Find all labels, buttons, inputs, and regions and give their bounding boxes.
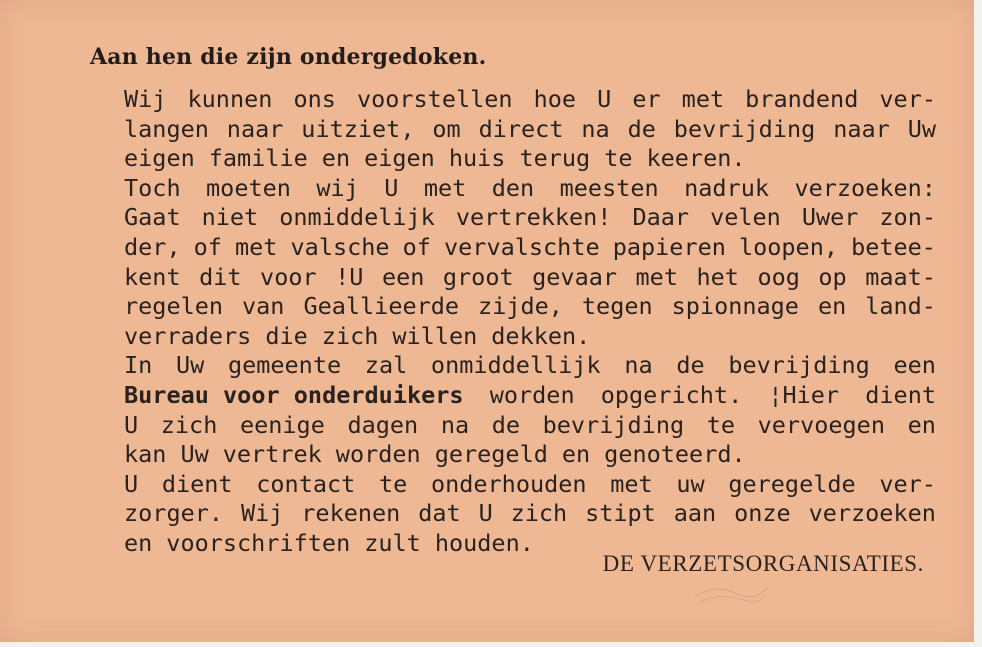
leaflet-heading: Aan hen die zijn ondergedoken. xyxy=(90,44,487,70)
word: na xyxy=(440,410,470,439)
word: ver- xyxy=(879,469,936,498)
word: U xyxy=(478,499,493,528)
word: velen xyxy=(710,203,781,232)
word: de xyxy=(676,351,705,380)
word: willen xyxy=(392,321,478,350)
word: regelen xyxy=(124,292,224,321)
word: kent xyxy=(124,262,181,291)
word-gap xyxy=(209,440,223,470)
word: naar xyxy=(833,114,890,143)
word: kan xyxy=(124,440,167,469)
word: met xyxy=(610,469,653,498)
word: genoteerd. xyxy=(604,440,746,469)
word: en xyxy=(907,410,936,439)
word: verzoeken: xyxy=(794,173,936,202)
word-gap xyxy=(195,144,209,174)
word: het xyxy=(696,262,739,291)
word: zorger. xyxy=(124,499,224,528)
word: ons xyxy=(293,85,336,113)
word: en xyxy=(124,528,153,557)
word: wij xyxy=(316,173,359,202)
word: huis xyxy=(448,144,506,173)
word: ¦Hier xyxy=(768,380,840,409)
word: houden. xyxy=(434,528,534,557)
word: dekken. xyxy=(491,321,591,350)
word: voorstellen xyxy=(356,85,513,113)
word: spionnage xyxy=(671,292,799,321)
text-line-14 xyxy=(124,470,936,500)
word: verzoeken xyxy=(808,499,936,528)
word-gap xyxy=(322,440,336,470)
word: Daar xyxy=(632,203,690,232)
word-gap xyxy=(590,144,604,174)
word: bevrijding xyxy=(728,351,870,380)
word: van xyxy=(242,292,285,321)
word: aan xyxy=(673,499,717,528)
word: papieren xyxy=(612,232,726,261)
word: Wij xyxy=(240,499,284,528)
text-line-6 xyxy=(124,233,936,263)
word-gap xyxy=(251,322,265,352)
word: te xyxy=(378,469,408,498)
word-gap xyxy=(308,322,322,352)
text-line-15 xyxy=(124,499,936,529)
word: de xyxy=(491,410,521,439)
word: met xyxy=(423,173,467,202)
word: langen xyxy=(124,114,209,143)
word: onmiddellijk xyxy=(430,351,601,380)
word: vervoegen xyxy=(757,410,885,439)
word: zich xyxy=(160,410,218,439)
word: onderhouden xyxy=(430,469,587,498)
word: zon- xyxy=(879,203,936,232)
word: zal xyxy=(364,351,408,380)
word: Toch xyxy=(124,173,181,202)
word: uitziet, xyxy=(301,114,415,143)
word: dat xyxy=(418,499,461,528)
word: worden xyxy=(489,380,575,409)
text-line-7 xyxy=(124,263,936,293)
word: der, xyxy=(124,232,181,261)
word-gap xyxy=(548,440,562,470)
word: te xyxy=(706,410,736,439)
word: kunnen xyxy=(187,85,273,113)
word: brandend xyxy=(745,85,859,113)
word: Bureau voor onderduikers xyxy=(124,380,464,409)
text-line-1 xyxy=(124,85,936,115)
word: zult xyxy=(364,528,421,557)
faint-stamp-mark xyxy=(690,575,770,605)
text-line-9 xyxy=(124,322,936,352)
text-line-11 xyxy=(124,381,936,411)
word: of xyxy=(193,232,222,261)
word: U xyxy=(384,173,399,202)
text-line-2 xyxy=(124,115,936,145)
word: nadruk xyxy=(684,173,769,202)
word-gap xyxy=(378,322,392,352)
word: Wij xyxy=(124,85,167,113)
word: zich xyxy=(321,321,379,350)
word: en xyxy=(817,292,847,321)
word: die xyxy=(265,321,308,350)
word: er xyxy=(632,85,661,113)
word: U xyxy=(124,410,139,439)
word: te xyxy=(604,144,633,173)
word: voorschriften xyxy=(166,528,351,557)
word: dient xyxy=(161,469,233,498)
word: den xyxy=(491,173,535,202)
word: eenige xyxy=(239,410,325,439)
word: eigen xyxy=(364,144,435,173)
signature: DE VERZETSORGANISATIES. xyxy=(602,551,924,576)
word: zich xyxy=(510,499,568,528)
word: na xyxy=(581,114,610,143)
word: familie xyxy=(208,144,308,173)
word: zijde, xyxy=(478,292,563,321)
word: uw xyxy=(676,469,705,498)
word: geregeld xyxy=(434,440,548,469)
text-line-4 xyxy=(124,174,936,204)
word: bevrijding xyxy=(542,410,685,439)
word: moeten xyxy=(206,173,291,202)
word: met xyxy=(681,85,725,113)
word: niet xyxy=(201,203,259,232)
word: en xyxy=(321,144,351,173)
word: verraders xyxy=(124,321,252,350)
word: worden xyxy=(335,440,421,469)
word: onmiddelijk xyxy=(279,203,435,232)
word: Uw xyxy=(180,440,209,469)
word: !U xyxy=(335,262,364,291)
word: geregelde xyxy=(728,469,856,498)
word: direct xyxy=(478,114,564,143)
word: een xyxy=(893,351,936,380)
word: de xyxy=(627,114,656,143)
word-gap xyxy=(435,144,449,174)
word: eigen xyxy=(124,144,195,173)
word: op xyxy=(818,262,847,291)
word: U xyxy=(124,469,139,498)
word: bevrijding xyxy=(673,114,816,143)
word: maat- xyxy=(865,262,936,291)
word: Geallieerde xyxy=(303,292,460,321)
word-gap xyxy=(166,440,180,470)
word-gap xyxy=(152,529,166,559)
text-line-13 xyxy=(124,440,936,470)
word: oog xyxy=(757,262,800,291)
word: tegen xyxy=(581,292,653,321)
word: dagen xyxy=(347,410,419,439)
word: of xyxy=(402,232,431,261)
word-gap xyxy=(350,144,364,174)
word: meesten xyxy=(559,173,659,202)
word: vertrek xyxy=(222,440,322,469)
text-line-5 xyxy=(124,203,936,233)
word: valsche xyxy=(290,232,390,261)
word: een xyxy=(381,262,425,291)
word: gemeente xyxy=(227,351,342,380)
word: Gaat xyxy=(124,203,181,232)
word: onze xyxy=(734,499,791,528)
word: Uw xyxy=(175,351,205,380)
word: loopen, xyxy=(738,232,838,261)
word: vervalschte xyxy=(444,232,600,261)
word: met xyxy=(635,262,678,291)
word: In xyxy=(124,351,153,380)
word: betee- xyxy=(851,232,936,261)
word: stipt xyxy=(585,499,656,528)
text-line-3 xyxy=(124,144,936,174)
text-line-8 xyxy=(124,292,936,322)
word: vertrekken! xyxy=(455,203,612,232)
word: Uw xyxy=(907,114,936,143)
leaflet-body xyxy=(124,85,936,559)
word-gap xyxy=(505,144,519,174)
word: land- xyxy=(865,292,936,321)
word: na xyxy=(624,351,653,380)
word: U xyxy=(597,85,612,113)
word-gap xyxy=(421,440,435,470)
text-line-10 xyxy=(124,351,936,381)
word: opgericht. xyxy=(600,380,743,409)
word: voor xyxy=(260,262,317,291)
word-gap xyxy=(308,144,322,174)
word: en xyxy=(561,440,591,469)
word: rekenen xyxy=(301,499,401,528)
text-line-12 xyxy=(124,411,936,441)
word: hoe xyxy=(533,85,577,113)
word-gap xyxy=(350,529,364,559)
word: naar xyxy=(226,114,284,143)
word-gap xyxy=(477,322,491,352)
word-gap xyxy=(590,440,604,470)
word: contact xyxy=(256,469,356,498)
word: met xyxy=(235,232,278,261)
word-gap xyxy=(632,144,646,174)
word: gevaar xyxy=(532,262,618,291)
word: terug xyxy=(519,144,591,173)
word: dit xyxy=(199,262,242,291)
word: ver- xyxy=(879,85,936,113)
word: groot xyxy=(442,262,514,291)
word: Uwer xyxy=(801,203,859,232)
word: dient xyxy=(865,380,936,409)
word: keeren. xyxy=(646,144,746,173)
word: om xyxy=(432,114,461,143)
word-gap xyxy=(421,529,435,559)
